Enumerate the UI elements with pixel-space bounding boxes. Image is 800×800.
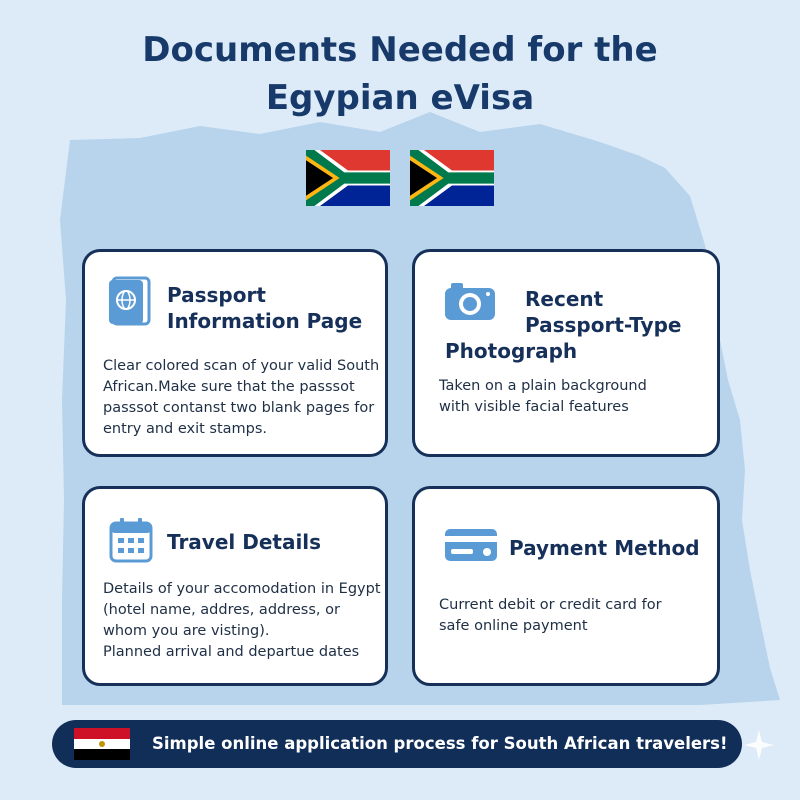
card-title: Recent Passport-Type (525, 287, 682, 337)
card-description: Clear colored scan of your valid South African.Make sure that the passsot passsot contanst two blank pages for entry and exit stamps. (103, 358, 380, 437)
egypt-flag (74, 728, 130, 760)
card-description: Details of your accomodation in Egypt (hotel name, addres, address, or whom you are visting). Planned arrival and departue dates (103, 581, 381, 660)
card-title: Passport Information Page (167, 283, 363, 333)
passport-card (82, 249, 388, 457)
payment-method-card (412, 486, 720, 686)
calendar-icon (109, 517, 153, 563)
south-africa-flag (304, 150, 392, 206)
sparkle-icon (742, 728, 776, 762)
card-description: Current debit or credit card for safe online payment (439, 597, 662, 634)
passport-icon (107, 276, 153, 326)
title-line-2: Egypian eVisa (265, 78, 535, 118)
card-title-continued: Photograph (445, 339, 578, 363)
travel-details-card (82, 486, 388, 686)
card-description: Taken on a plain background with visible facial features (439, 378, 647, 415)
south-africa-flag (408, 150, 496, 206)
card-title: Payment Method (509, 536, 700, 560)
footer-banner (52, 720, 742, 768)
camera-icon (443, 280, 497, 322)
footer-text: Simple online application process for South African travelers! (152, 734, 728, 753)
credit-card-icon (443, 527, 499, 563)
title-line-1: Documents Needed for the (142, 30, 658, 70)
photograph-card (412, 249, 720, 457)
card-title: Travel Details (167, 530, 322, 554)
page-title (0, 26, 800, 122)
